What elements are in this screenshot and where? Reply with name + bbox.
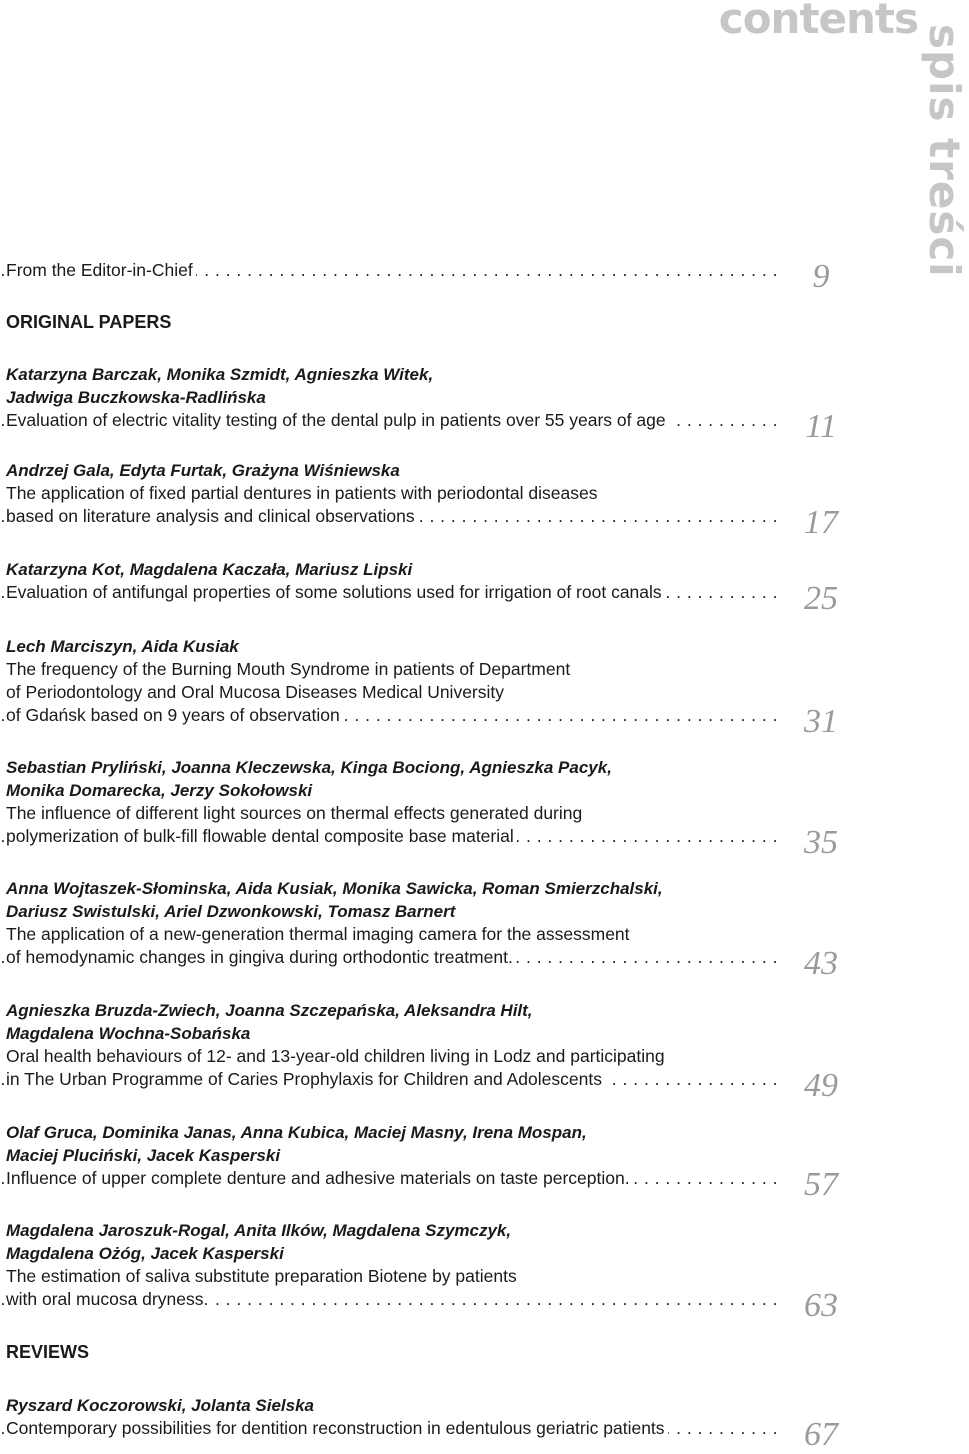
toc-entry-authors-line: Dariusz Swistulski, Ariel Dzwonkowski, Tomasz Barnert [6, 902, 456, 921]
toc-entry-authors-line: Andrzej Gala, Edyta Furtak, Grażyna Wiśniewska [6, 461, 400, 480]
toc-entry-title [6, 1417, 906, 1440]
toc-entry-title-line: The application of a new-generation thermal imaging camera for the assessment [6, 924, 630, 944]
toc-entry-title-line: The estimation of saliva substitute preparation Biotene by patients [6, 1266, 517, 1286]
toc-entry-authors [6, 363, 906, 409]
page-number: 49 [804, 1067, 838, 1104]
toc-entry-editor[interactable] [6, 258, 906, 295]
spis-tresci-heading: spis treści [920, 24, 969, 278]
toc-entry-authors [6, 1219, 906, 1265]
toc-entry[interactable] [6, 756, 906, 861]
dot-leader [6, 259, 778, 282]
toc-entry-title-line: From the Editor-in-Chief [6, 260, 196, 280]
toc-entry[interactable] [6, 877, 906, 982]
toc-entry-title-line: in The Urban Programme of Caries Prophylaxis for Children and Adolescents [6, 1069, 605, 1089]
section-heading: ORIGINAL PAPERS [6, 312, 172, 332]
toc-entry-authors-line: Monika Domarecka, Jerzy Sokołowski [6, 781, 313, 800]
toc-entry-title-line: Oral health behaviours of 12- and 13-year-old children living in Lodz and participating [6, 1046, 665, 1066]
toc-entry-authors-line: Agnieszka Bruzda-Zwiech, Joanna Szczepańska, Aleksandra Hilt, [6, 1001, 533, 1020]
dot-leader [6, 946, 778, 969]
toc-entry-title [6, 658, 906, 727]
toc-entry-authors-line: Magdalena Jaroszuk-Rogal, Anita Ilków, Magdalena Szymczyk, [6, 1221, 512, 1240]
toc-entry-authors-line: Ryszard Koczorowski, Jolanta Sielska [6, 1396, 315, 1415]
toc-entry-title-line: with oral mucosa dryness. [6, 1289, 211, 1309]
page-number: 31 [804, 703, 838, 740]
toc-entry[interactable] [6, 999, 906, 1104]
page-number: 9 [812, 258, 830, 295]
toc-entry-title [6, 1167, 906, 1190]
toc-entry[interactable] [6, 459, 906, 541]
toc-entry-title-line: of Periodontology and Oral Mucosa Diseases Medical University [6, 682, 505, 702]
page-number: 63 [804, 1287, 838, 1324]
contents-heading: contents [718, 0, 918, 43]
dot-leader [6, 825, 778, 848]
toc-entry-authors-line: Jadwiga Buczkowska-Radlińska [6, 388, 266, 407]
toc-entry[interactable] [6, 1219, 906, 1324]
dot-leader [6, 409, 778, 432]
toc-entry-title-line: Contemporary possibilities for dentition reconstruction in edentulous geriatric patients [6, 1418, 668, 1438]
toc-entry-title-line: The application of fixed partial dentures in patients with periodontal diseases [6, 483, 598, 503]
toc-entry-authors-line: Katarzyna Barczak, Monika Szmidt, Agnieszka Witek, [6, 365, 434, 384]
toc-entry-authors [6, 1394, 906, 1417]
toc-entry-title-line: The influence of different light sources on thermal effects generated during [6, 803, 583, 823]
toc-entry[interactable] [6, 363, 906, 445]
toc-entry[interactable] [6, 558, 906, 617]
toc-entry-authors-line: Anna Wojtaszek-Słominska, Aida Kusiak, Monika Sawicka, Roman Smierzchalski, [6, 879, 663, 898]
dot-leader [6, 704, 778, 727]
toc-entry-authors-line: Maciej Pluciński, Jacek Kasperski [6, 1146, 281, 1165]
page-number: 35 [804, 824, 838, 861]
toc-entry-title-line: The frequency of the Burning Mouth Syndrome in patients of Department [6, 659, 571, 679]
toc-entry-title-line: based on literature analysis and clinical observations [6, 506, 418, 526]
page-number: 67 [804, 1416, 838, 1453]
toc-entry-authors-line: Sebastian Pryliński, Joanna Kleczewska, Kinga Bociong, Agnieszka Pacyk, [6, 758, 612, 777]
toc-entry-title [6, 581, 906, 604]
toc-entry-title [6, 923, 906, 969]
toc-entry[interactable] [6, 635, 906, 740]
toc-entry-authors [6, 459, 906, 482]
toc-entry-authors [6, 999, 906, 1045]
toc-entry-authors [6, 756, 906, 802]
section-heading: REVIEWS [6, 1342, 90, 1362]
dot-leader [6, 1068, 778, 1091]
toc-entry-title [6, 1045, 906, 1091]
page-number: 57 [804, 1166, 838, 1203]
toc-entry-authors [6, 558, 906, 581]
dot-leader [6, 505, 778, 528]
dot-leader [6, 1167, 778, 1190]
toc-entry-authors [6, 877, 906, 923]
toc-entry[interactable] [6, 1121, 906, 1203]
toc-entry-title-line: of hemodynamic changes in gingiva during orthodontic treatment. [6, 947, 516, 967]
page-number: 25 [804, 580, 838, 617]
toc-entry-authors-line: Magdalena Ożóg, Jacek Kasperski [6, 1244, 284, 1263]
page-number: 43 [804, 945, 838, 982]
toc-entry-title-line: polymerization of bulk-fill flowable dental composite base material [6, 826, 517, 846]
dot-leader [6, 1417, 778, 1440]
toc-entry-title [6, 802, 906, 848]
toc-entry-title [6, 482, 906, 528]
toc-entry-title [6, 409, 906, 432]
toc-entry-authors-line: Olaf Gruca, Dominika Janas, Anna Kubica, Maciej Masny, Irena Mospan, [6, 1123, 587, 1142]
toc-entry-title-line: Influence of upper complete denture and adhesive materials on taste perception. [6, 1168, 633, 1188]
toc-entry[interactable] [6, 1394, 906, 1453]
page-number: 11 [805, 408, 837, 445]
toc-entry-authors-line: Magdalena Wochna-Sobańska [6, 1024, 251, 1043]
dot-leader [6, 1288, 778, 1311]
toc-entry-title-line: of Gdańsk based on 9 years of observation [6, 705, 343, 725]
toc-entry-authors-line: Katarzyna Kot, Magdalena Kaczała, Mariusz Lipski [6, 560, 413, 579]
toc-entry-title [6, 1265, 906, 1311]
toc-entry-title-line: Evaluation of electric vitality testing of the dental pulp in patients over 55 years of age [6, 410, 669, 430]
page-number: 17 [804, 504, 838, 541]
toc-entry-authors [6, 635, 906, 658]
toc-entry-authors-line: Lech Marciszyn, Aida Kusiak [6, 637, 239, 656]
dot-leader [6, 581, 778, 604]
toc-entry-authors [6, 1121, 906, 1167]
toc-entry-title-line: Evaluation of antifungal properties of some solutions used for irrigation of root canals [6, 582, 665, 602]
